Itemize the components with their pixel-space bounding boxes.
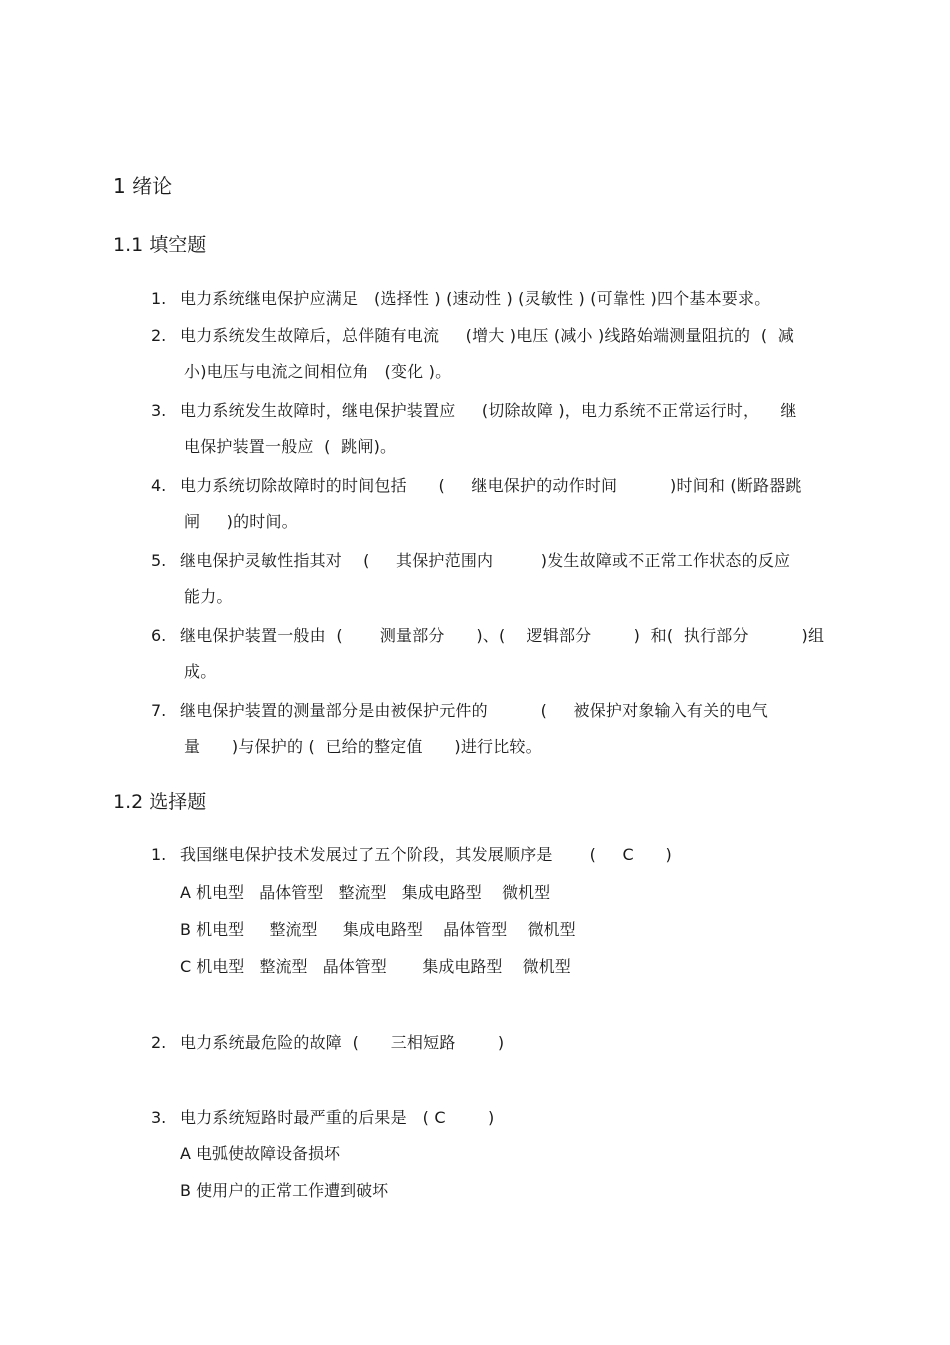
item-text-continued: 小)电压与电流之间相位角 (变化 )。 bbox=[184, 362, 452, 381]
option-b: B 机电型 整流型 集成电路型 晶体管型 微机型 bbox=[180, 920, 576, 939]
item-text-continued: 电保护装置一般应 ( 跳闸)。 bbox=[184, 437, 397, 456]
option-b: B 使用户的正常工作遭到破坏 bbox=[180, 1181, 389, 1200]
chapter-heading: 1 绪论 bbox=[113, 174, 173, 198]
item-number: 1. bbox=[151, 289, 167, 308]
item-text: 继电保护装置一般由 ( 测量部分 )、( 逻辑部分 ) 和( 执行部分 )组 bbox=[180, 626, 825, 645]
item-text: 电力系统继电保护应满足 (选择性 ) (速动性 ) (灵敏性 ) (可靠性 )四个基本要求。 bbox=[180, 289, 771, 308]
item-number: 6. bbox=[151, 626, 167, 645]
item-text-continued: 量 )与保护的 ( 已给的整定值 )进行比较。 bbox=[184, 737, 542, 756]
section-heading-fill: 1.1 填空题 bbox=[113, 234, 207, 256]
item-number: 7. bbox=[151, 701, 167, 720]
item-text: 电力系统发生故障时，继电保护装置应 (切除故障 )，电力系统不正常运行时， 继 bbox=[180, 401, 797, 420]
question-stem: 我国继电保护技术发展过了五个阶段，其发展顺序是 ( C ) bbox=[180, 845, 673, 864]
item-number: 4. bbox=[151, 476, 167, 495]
item-text-continued: 闸 )的时间。 bbox=[184, 512, 298, 531]
section-heading-choice: 1.2 选择题 bbox=[113, 791, 207, 813]
question-number: 2. bbox=[151, 1033, 167, 1052]
item-text: 继电保护灵敏性指其对 ( 其保护范围内 )发生故障或不正常工作状态的反应 bbox=[180, 551, 791, 570]
item-text-continued: 能力。 bbox=[184, 587, 233, 606]
option-a: A 机电型 晶体管型 整流型 集成电路型 微机型 bbox=[180, 883, 551, 902]
item-number: 2. bbox=[151, 326, 167, 345]
item-text: 电力系统发生故障后，总伴随有电流 (增大 )电压 (减小 )线路始端测量阻抗的 ( 减 bbox=[180, 326, 795, 345]
question-number: 1. bbox=[151, 845, 167, 864]
question-number: 3. bbox=[151, 1108, 167, 1127]
question-stem: 电力系统最危险的故障 ( 三相短路 ) bbox=[180, 1033, 505, 1052]
item-text: 电力系统切除故障时的时间包括 ( 继电保护的动作时间 )时间和 (断路器跳 bbox=[180, 476, 802, 495]
option-a: A 电弧使故障设备损坏 bbox=[180, 1144, 341, 1163]
item-number: 3. bbox=[151, 401, 167, 420]
item-text-continued: 成。 bbox=[184, 662, 217, 681]
item-text: 继电保护装置的测量部分是由被保护元件的 ( 被保护对象输入有关的电气 bbox=[180, 701, 768, 720]
question-stem: 电力系统短路时最严重的后果是 ( C ) bbox=[180, 1108, 495, 1127]
option-c: C 机电型 整流型 晶体管型 集成电路型 微机型 bbox=[180, 957, 571, 976]
item-number: 5. bbox=[151, 551, 167, 570]
